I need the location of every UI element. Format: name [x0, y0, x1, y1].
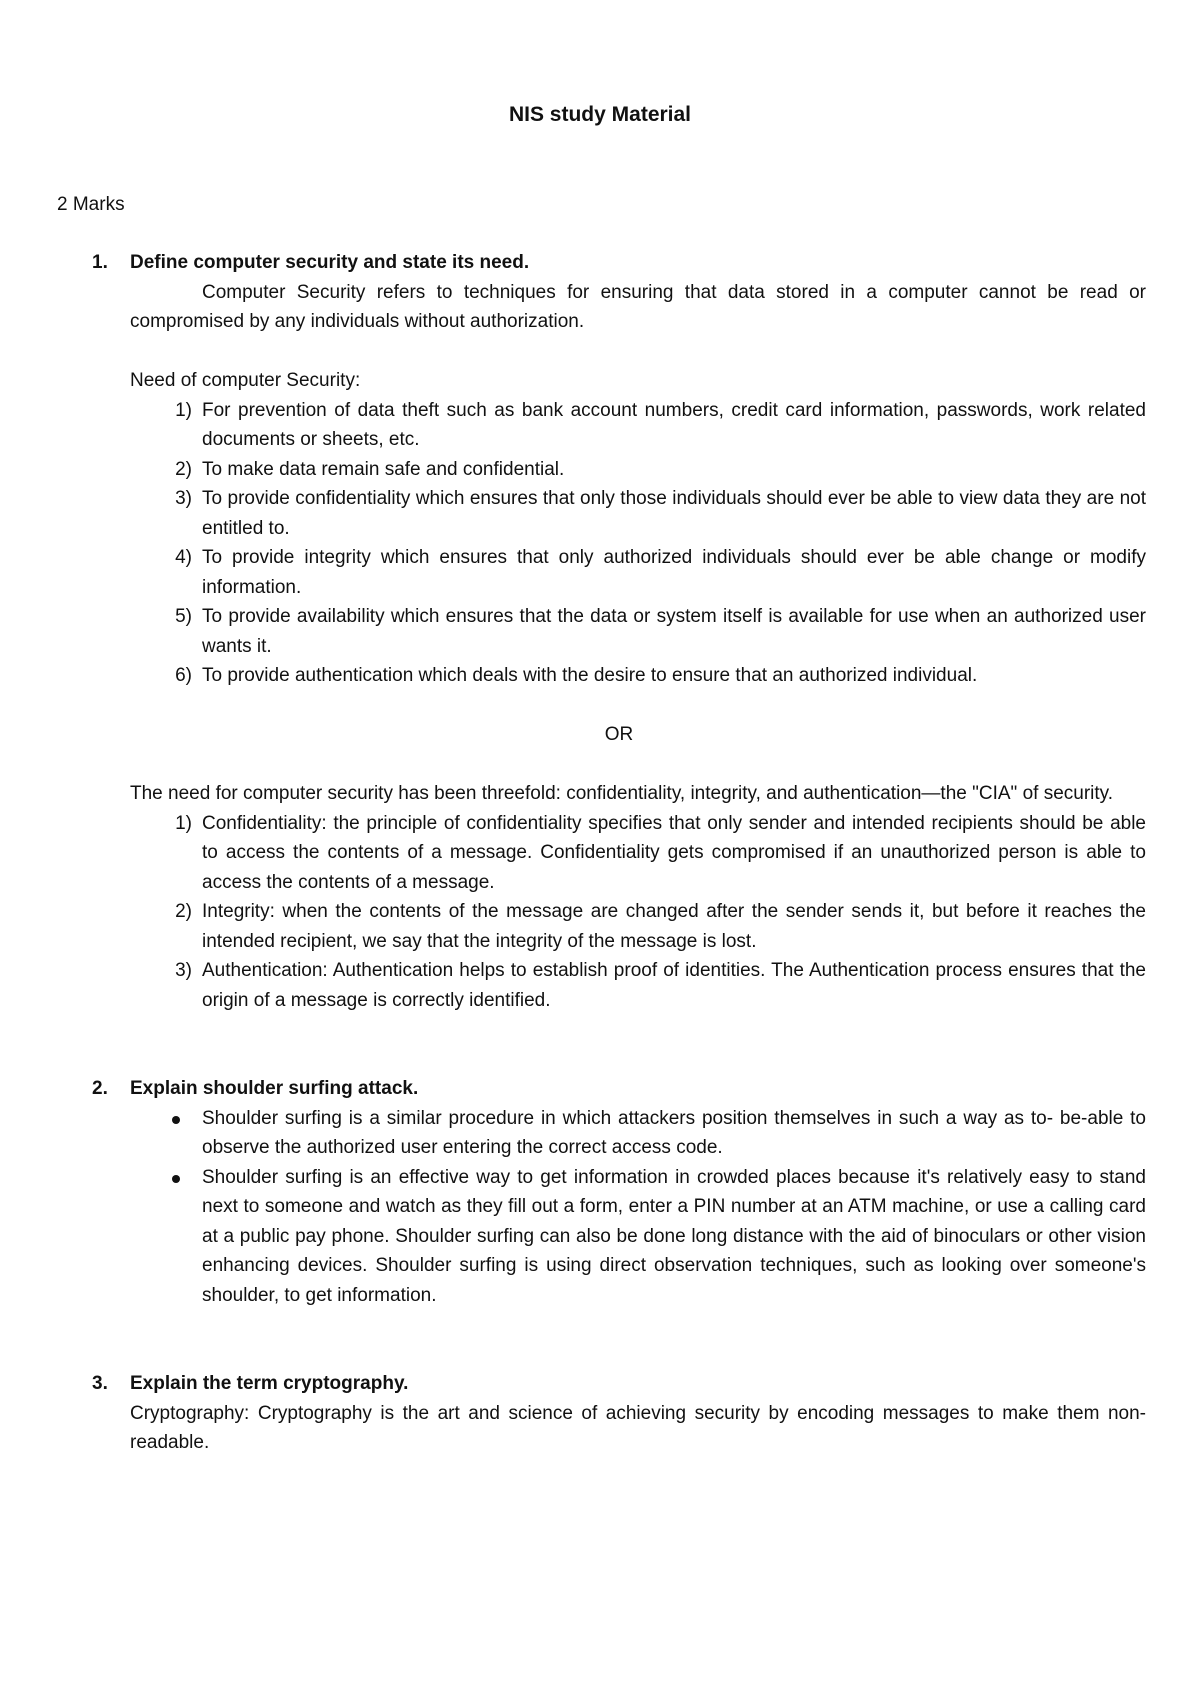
q1-definition: Computer Security refers to techniques for ensuring that data stored in a computer cannot be read or compromised by any individuals without authorization. [130, 281, 1146, 332]
list-item-number: 3) [175, 960, 192, 981]
list-item-text: To provide confidentiality which ensures that only those individuals should ever be able to view data they are not entitled to. [202, 488, 1146, 539]
list-item [130, 1104, 1146, 1163]
list-item [130, 897, 1146, 956]
list-item [130, 809, 1146, 898]
q1-needs-list [130, 396, 1146, 691]
list-item-text: To provide authentication which deals with the desire to ensure that an authorized individual. [202, 665, 978, 686]
list-item-text: Shoulder surfing is a similar procedure in which attackers position themselves in such a way as to- be-able to observe the authorized user entering the correct access code. [202, 1107, 1146, 1158]
list-item-number: 4) [175, 547, 192, 568]
list-item-number: 5) [175, 606, 192, 627]
question-3-heading [92, 1369, 1146, 1399]
question-1-number: 1. [92, 252, 108, 273]
question-3-title: Explain the term cryptography. [130, 1373, 409, 1394]
document-title: NIS study Material [508, 103, 692, 126]
question-1 [92, 248, 1146, 1015]
marks-label: 2 Marks [57, 194, 125, 215]
list-item-text: To provide integrity which ensures that only authorized individuals should ever be able change or modify information. [202, 547, 1146, 598]
question-3-number: 3. [92, 1373, 108, 1394]
q1-need-intro: Need of computer Security: [130, 370, 361, 391]
list-item-number: 3) [175, 488, 192, 509]
question-2 [92, 1074, 1146, 1310]
list-item-number: 6) [175, 665, 192, 686]
list-item [130, 1163, 1146, 1311]
bullet-icon [130, 1104, 202, 1163]
list-item-text: Shoulder surfing is an effective way to get information in crowded places because it's relatively easy to stand next to someone and watch as they fill out a form, enter a PIN number at an ATM machine, or use a calling card at a public pay phone. Shoulder surfing can also be done long distance with the aid of binoculars or other vision enhancing devices. Shoulder surfing is using direct observation techniques, such as looking over someone's shoulder, to get information. [202, 1166, 1146, 1306]
question-2-title: Explain shoulder surfing attack. [130, 1078, 419, 1099]
list-item-text: To provide availability which ensures that the data or system itself is available for use when an authorized user wants it. [202, 606, 1146, 657]
list-item-number: 2) [175, 458, 192, 480]
question-1-body [130, 278, 1146, 1016]
list-item [130, 484, 1146, 543]
q2-bullet-list [130, 1104, 1146, 1311]
list-item-number: 1) [175, 399, 192, 421]
list-item-text: Authentication: Authentication helps to establish proof of identities. The Authentication process ensures that the origin of a message is correctly identified. [202, 960, 1146, 1011]
list-item [130, 543, 1146, 602]
or-separator: OR [604, 724, 634, 745]
bullet-icon [130, 1163, 202, 1311]
list-item-text: For prevention of data theft such as bank account numbers, credit card information, passwords, work related documents or sheets, etc. [202, 399, 1146, 450]
list-item-text: Integrity: when the contents of the message are changed after the sender sends it, but before it reaches the intended recipient, we say that the integrity of the message is lost. [202, 901, 1146, 952]
list-item [130, 661, 1146, 691]
list-item-text: To make data remain safe and confidential. [202, 458, 565, 480]
q3-answer: Cryptography: Cryptography is the art and science of achieving security by encoding messages to make them non-readable. [130, 1402, 1146, 1453]
question-1-heading [92, 248, 1146, 278]
list-item [130, 602, 1146, 661]
question-2-body [130, 1104, 1146, 1311]
list-item-number: 1) [175, 812, 192, 834]
list-item-number: 2) [175, 901, 192, 922]
question-2-number: 2. [92, 1078, 108, 1099]
question-3-body [130, 1399, 1146, 1458]
question-3 [92, 1369, 1146, 1458]
list-item [130, 396, 1146, 455]
question-1-title: Define computer security and state its need. [130, 252, 530, 273]
list-item [130, 956, 1146, 1015]
list-item [130, 455, 1146, 485]
question-2-heading [92, 1074, 1146, 1104]
document-content [92, 248, 1146, 1458]
q1-cia-list [130, 809, 1146, 1016]
q1-cia-intro: The need for computer security has been threefold: confidentiality, integrity, and authentication—the "CIA" of security. [130, 783, 1114, 804]
list-item-text: Confidentiality: the principle of confidentiality specifies that only sender and intended recipients should be able to access the contents of a message. Confidentiality gets compromised if an unauthorized person is able to access the contents of a message. [202, 812, 1146, 893]
